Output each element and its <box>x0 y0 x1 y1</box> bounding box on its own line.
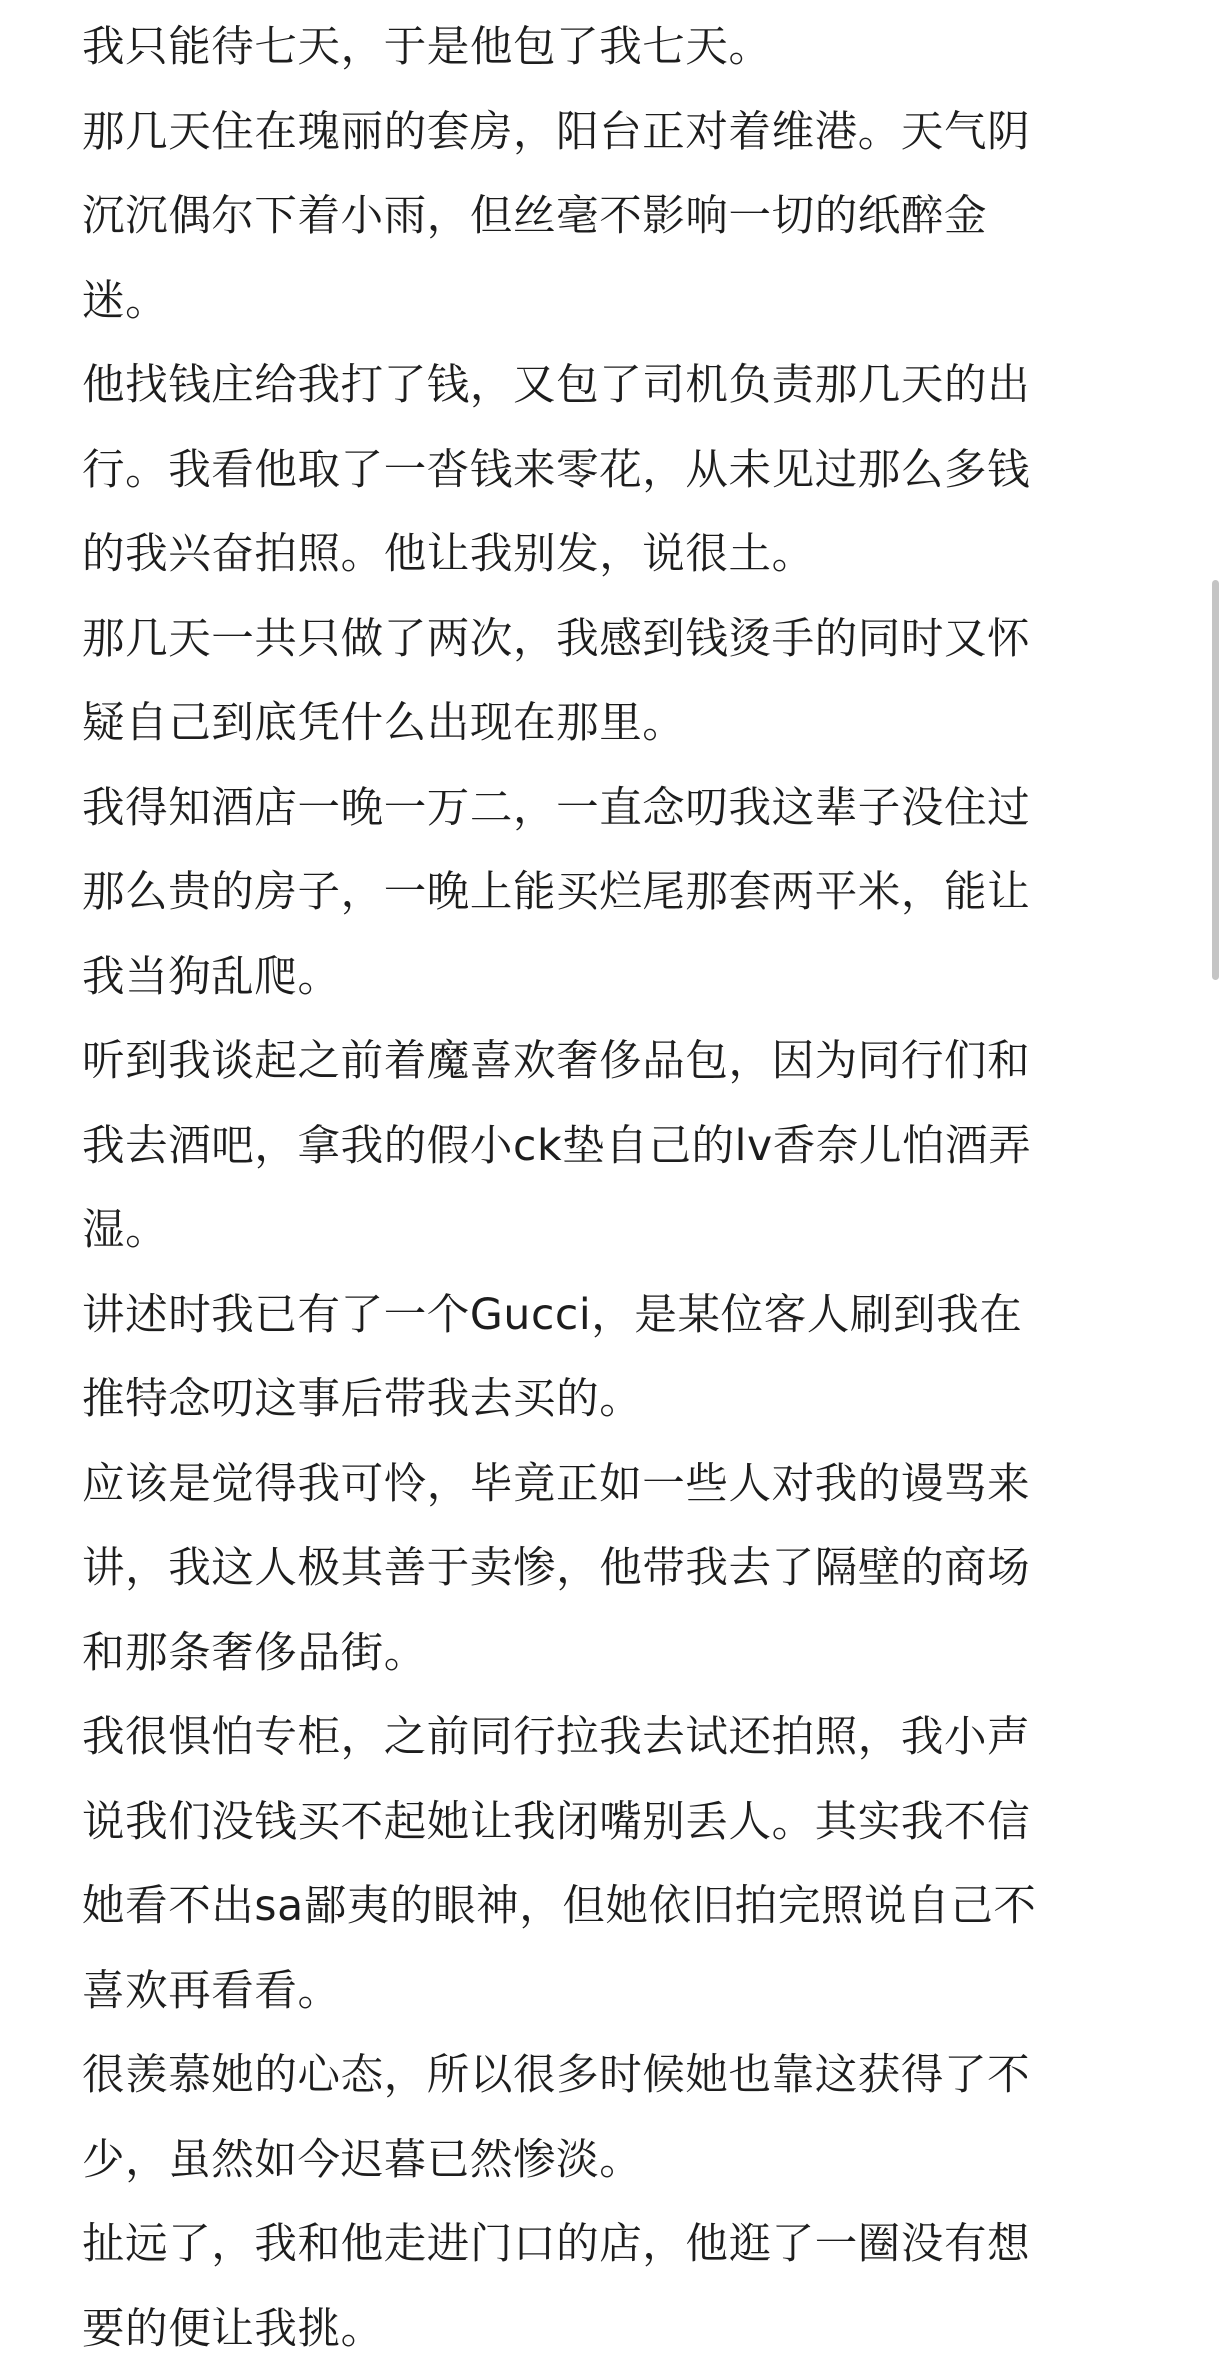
paragraph-11: 扯远了，我和他走进门口的店，他逛了一圈没有想 要的便让我挑。 <box>82 2220 1031 2354</box>
paragraph-3: 他找钱庄给我打了钱，又包了司机负责那几天的出 行。我看他取了一沓钱来零花，从未见过那么多钱 的我兴奋拍照。他让我别发，说很土。 <box>82 361 1031 579</box>
scrollbar-thumb[interactable] <box>1212 580 1219 980</box>
paragraph-2: 那几天住在瑰丽的套房，阳台正对着维港。天气阴 沉沉偶尔下着小雨，但丝毫不影响一切的纸醉金 迷。 <box>82 107 1031 326</box>
paragraph-1: 我只能待七天，于是他包了我七天。 <box>82 23 772 72</box>
paragraph-6: 听到我谈起之前着魔喜欢奢侈品包，因为同行们和 我去酒吧，拿我的假小ck垫自己的lv香奈儿怕酒弄 湿。 <box>82 1037 1032 1255</box>
paragraph-5: 我得知酒店一晚一万二，一直念叨我这辈子没住过 那么贵的房子，一晚上能买烂尾那套两平米，能让 我当狗乱爬。 <box>82 783 1031 1002</box>
note-body <box>82 6 1142 2372</box>
paragraph-8: 应该是觉得我可怜，毕竟正如一些人对我的谩骂来 讲，我这人极其善于卖惨，他带我去了隔壁的商场 和那条奢侈品街。 <box>82 1459 1031 1678</box>
scrollbar[interactable] <box>1210 580 1222 980</box>
paragraph-10: 很羡慕她的心态，所以很多时候她也靠这获得了不 少，虽然如今迟暮已然惨淡。 <box>82 2051 1031 2185</box>
paragraph-9: 我很惧怕专柜，之前同行拉我去试还拍照，我小声 说我们没钱买不起她让我闭嘴别丢人。其实我不信 她看不出sa鄙夷的眼神，但她依旧拍完照说自己不 喜欢再看看。 <box>82 1713 1037 2016</box>
paragraph-4: 那几天一共只做了两次，我感到钱烫手的同时又怀 疑自己到底凭什么出现在那里。 <box>82 614 1031 748</box>
paragraph-7: 讲述时我已有了一个Gucci，是某位客人刷到我在 推特念叨这事后带我去买的。 <box>82 1290 1023 1424</box>
